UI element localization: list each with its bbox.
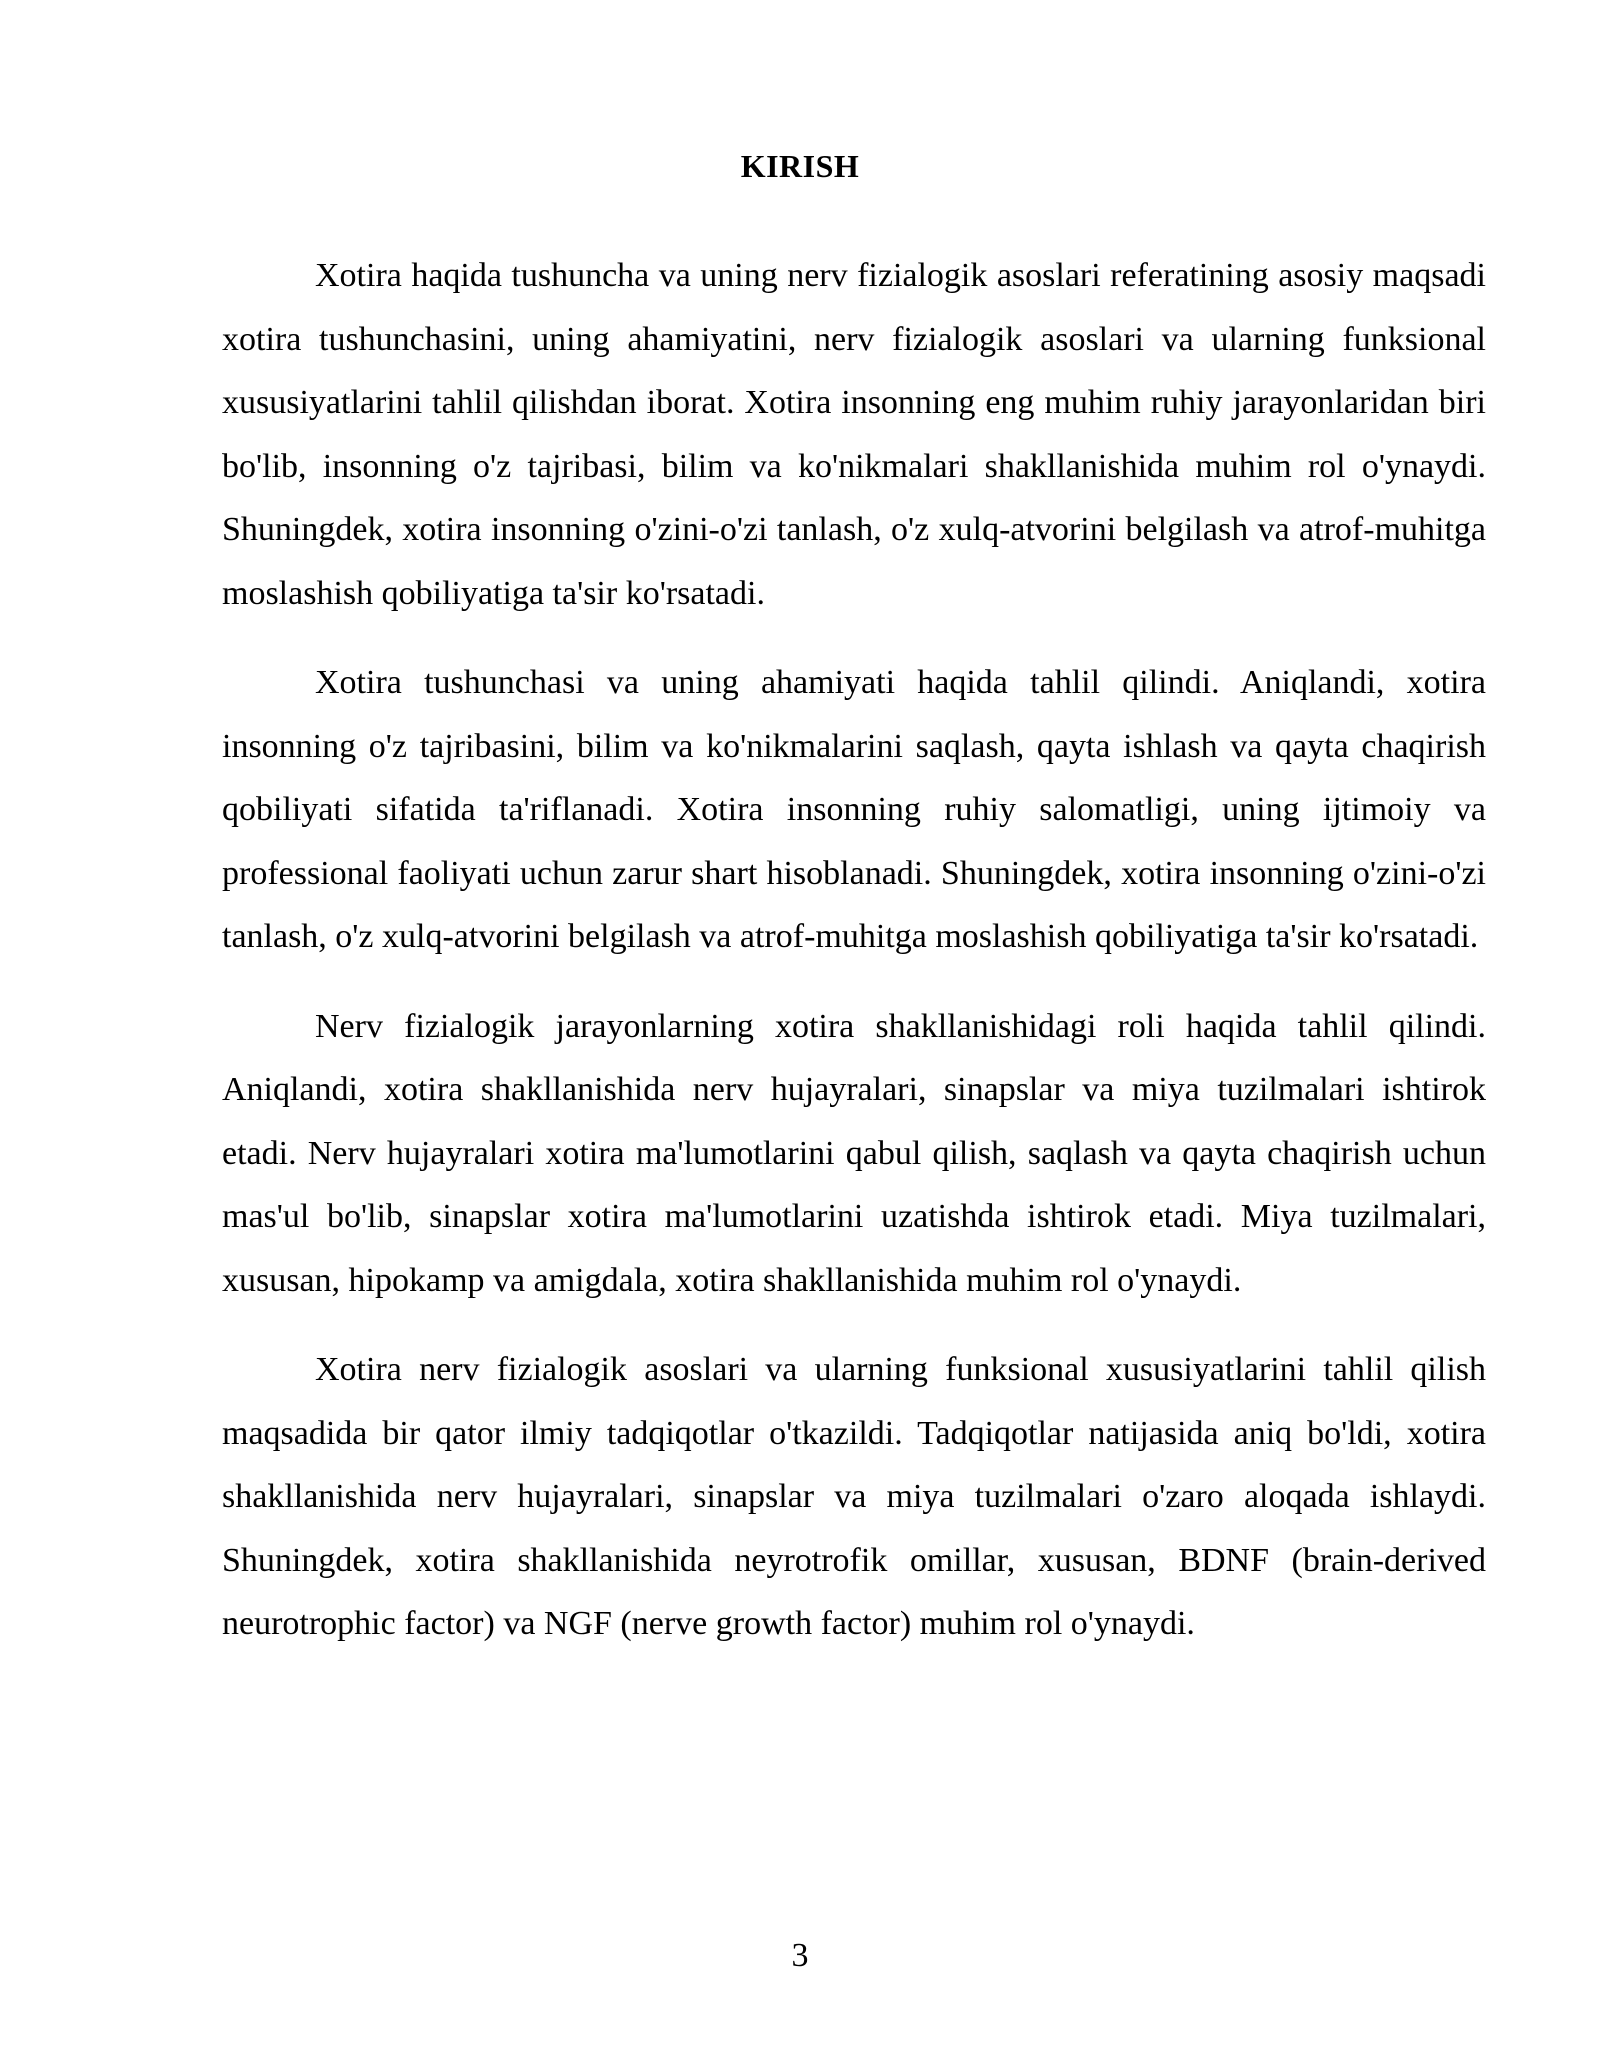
page-number: 3	[791, 1937, 809, 1974]
paragraph-3: Nerv fizialogik jarayonlarning xotira shakllanishidagi roli haqida tahlil qilindi. Aniqlandi, xotira shakllanishida nerv hujayralari, sinapslar va miya tuzilmalari ishtirok etadi. Nerv hujayralari xotira ma'lumotlarini qabul qilish, saqlash va qayta chaqirish uchun mas'ul bo'lib, sinapslar xotira ma'lumotlarini uzatishda ishtirok etadi. Miya tuzilmalari, xususan, hipokamp va amigdala, xotira shakllanishida muhim rol o'ynaydi.	[222, 1007, 1486, 1299]
page-title: KIRISH	[740, 148, 860, 184]
paragraph-1: Xotira haqida tushuncha va uning nerv fizialogik asoslari referatining asosiy maqsadi xotira tushunchasini, uning ahamiyatini, nerv fizialogik asoslari va ularning funksional xususiyatlarini tahlil qilishdan iborat. Xotira insonning eng muhim ruhiy jarayonlaridan biri bo'lib, insonning o'z tajribasi, bilim va ko'nikmalari shakllanishida muhim rol o'ynaydi. Shuningdek, xotira insonning o'zini-o'zi tanlash, o'z xulq-atvorini belgilash va atrof-muhitga moslashish qobiliyatiga ta'sir ko'rsatadi.	[222, 257, 1486, 612]
paragraph-4: Xotira nerv fizialogik asoslari va ularning funksional xususiyatlarini tahlil qilish maqsadida bir qator ilmiy tadqiqotlar o'tkazildi. Tadqiqotlar natijasida aniq bo'ldi, xotira shakllanishida nerv hujayralari, sinapslar va miya tuzilmalari o'zaro aloqada ishlaydi. Shuningdek, xotira shakllanishida neyrotrofik omillar, xususan, BDNF (brain-derived neurotrophic factor) va NGF (nerve growth factor) muhim rol o'ynaydi.	[222, 1351, 1486, 1642]
paragraph-2: Xotira tushunchasi va uning ahamiyati haqida tahlil qilindi. Aniqlandi, xotira insonning o'z tajribasini, bilim va ko'nikmalarini saqlash, qayta ishlash va qayta chaqirish qobiliyati sifatida ta'riflanadi. Xotira insonning ruhiy salomatligi, uning ijtimoiy va professional faoliyati uchun zarur shart hisoblanadi. Shuningdek, xotira insonning o'zini-o'zi tanlash, o'z xulq-atvorini belgilash va atrof-muhitga moslashish qobiliyatiga ta'sir ko'rsatadi.	[222, 664, 1486, 955]
document-body	[222, 244, 1486, 1682]
